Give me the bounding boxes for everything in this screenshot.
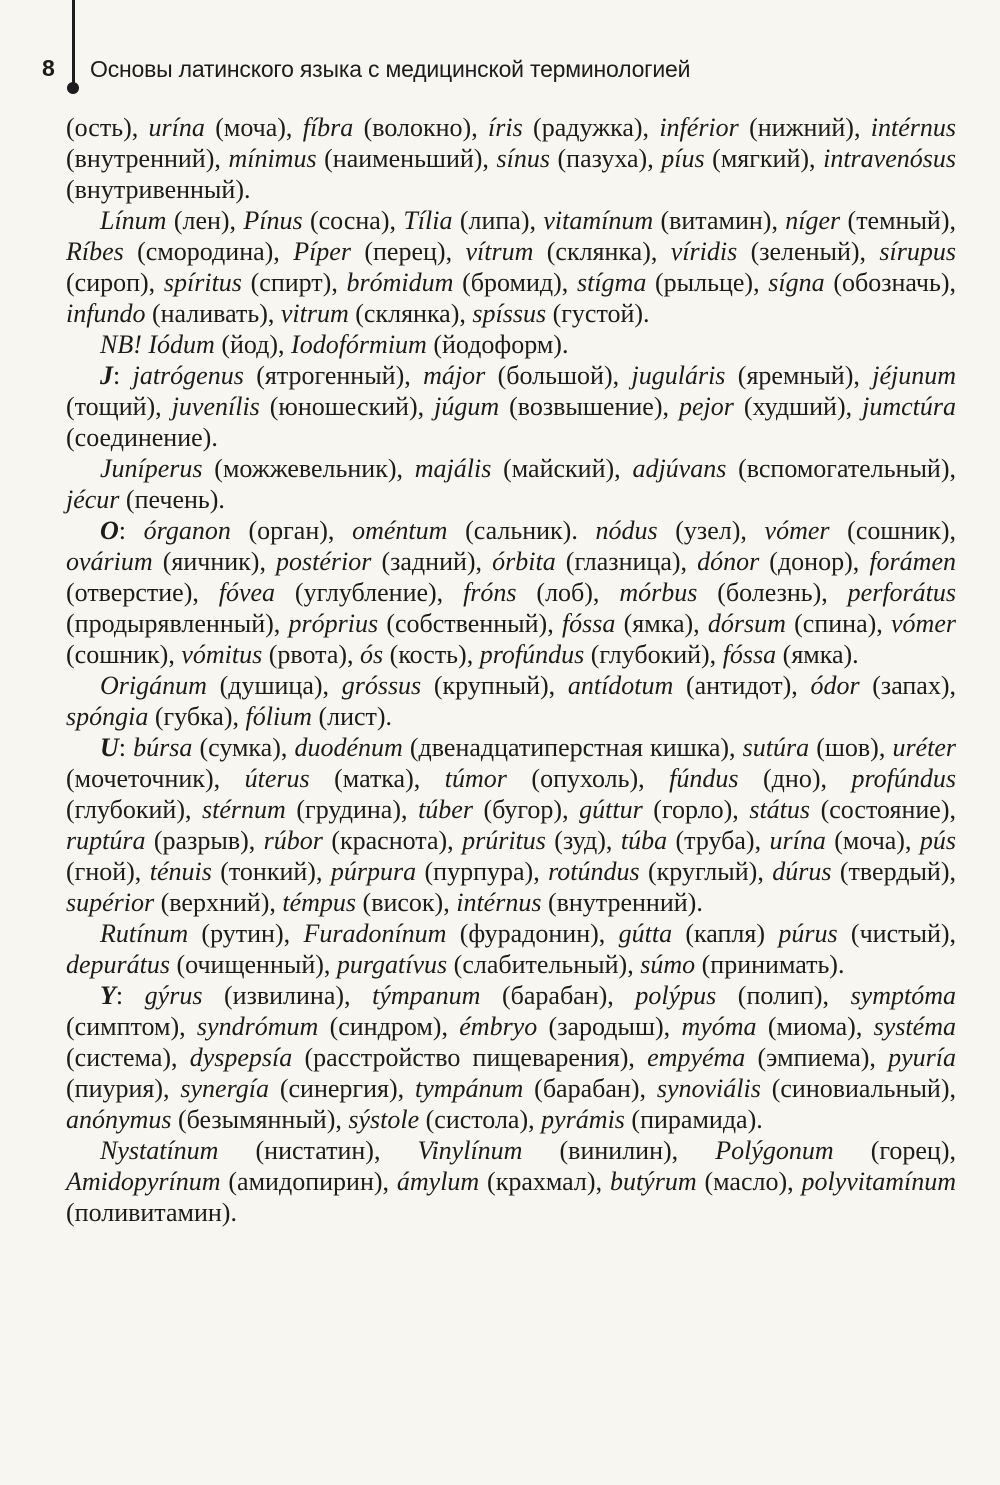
paragraph bbox=[66, 453, 956, 515]
body-text bbox=[66, 112, 956, 1228]
translation-text: (рвота), bbox=[262, 640, 361, 669]
latin-term: ruptúra bbox=[66, 826, 146, 855]
translation-text: (соединение).​ bbox=[66, 423, 218, 452]
translation-text: (эмпиема), bbox=[745, 1043, 889, 1072]
latin-term: súmo bbox=[640, 950, 696, 979]
translation-text: (внутривенный).​ bbox=[66, 175, 251, 204]
translation-text: (систола), bbox=[419, 1105, 542, 1134]
latin-term: spóngia bbox=[66, 702, 149, 731]
latin-term: nódus bbox=[595, 516, 658, 545]
translation-text: (майский), bbox=[491, 454, 633, 483]
translation-text: (вспомогательный), bbox=[726, 454, 957, 483]
translation-text: (краснота), bbox=[322, 826, 463, 855]
latin-term: Amidopyrínum bbox=[66, 1167, 221, 1196]
translation-text: (горец), bbox=[833, 1136, 956, 1165]
translation-text: (амидопирин), bbox=[220, 1167, 397, 1196]
latin-term: gútta bbox=[618, 919, 673, 948]
latin-term: jumctúra bbox=[862, 392, 957, 421]
translation-text: (наливать), bbox=[145, 299, 281, 328]
translation-text: (витамин), bbox=[653, 206, 786, 235]
translation-text: (глубокий), bbox=[584, 640, 723, 669]
latin-term: supérior bbox=[66, 888, 155, 917]
latin-term: antídotum bbox=[567, 671, 674, 700]
latin-term: pyuría bbox=[888, 1043, 956, 1072]
latin-term: intérnus bbox=[456, 888, 542, 917]
translation-text: (сошник), bbox=[66, 640, 182, 669]
translation-text: (безымянный), bbox=[171, 1105, 349, 1134]
translation-text: (узел), bbox=[657, 516, 765, 545]
latin-term: Tília bbox=[403, 206, 453, 235]
latin-term: fóvea bbox=[218, 578, 276, 607]
translation-text: (тощий), bbox=[66, 392, 172, 421]
translation-text: (сумка), bbox=[192, 733, 295, 762]
latin-term: vítrum bbox=[465, 237, 534, 266]
latin-term: púrus bbox=[778, 919, 838, 948]
latin-term: purgatívus bbox=[336, 950, 448, 979]
translation-text: (крупный), bbox=[421, 671, 568, 700]
latin-term: rotúndus bbox=[548, 857, 640, 886]
latin-term: Rutínum bbox=[100, 919, 189, 948]
latin-term: polýpus bbox=[635, 981, 717, 1010]
translation-text: (нижний), bbox=[738, 113, 871, 142]
translation-text: (волокно), bbox=[353, 113, 489, 142]
latin-term: duodénum bbox=[294, 733, 403, 762]
paragraph bbox=[66, 205, 956, 329]
latin-term: gýrus bbox=[144, 981, 203, 1010]
translation-text: (зародыш), bbox=[537, 1012, 682, 1041]
translation-text: (тонкий), bbox=[211, 857, 331, 886]
translation-text: (ость), bbox=[66, 113, 149, 142]
translation-text: (склянка), bbox=[533, 237, 671, 266]
translation-text: (липа), bbox=[452, 206, 544, 235]
translation-text: (пиурия), bbox=[66, 1074, 181, 1103]
translation-text: (пурпура), bbox=[416, 857, 549, 886]
latin-term: túber bbox=[418, 795, 473, 824]
latin-term: túba bbox=[620, 826, 668, 855]
latin-term: rúbor bbox=[263, 826, 323, 855]
latin-term: Vinylínum bbox=[417, 1136, 523, 1165]
latin-term: infundo bbox=[66, 299, 146, 328]
translation-text: (матка), bbox=[309, 764, 445, 793]
translation-text: (синдром), bbox=[318, 1012, 460, 1041]
latin-term: synergía bbox=[180, 1074, 269, 1103]
latin-term: fróns bbox=[463, 578, 517, 607]
translation-text: (продырявленный), bbox=[66, 609, 289, 638]
translation-text: (отверстие), bbox=[66, 578, 219, 607]
translation-text: (наименьший), bbox=[316, 144, 497, 173]
latin-term: íris bbox=[488, 113, 523, 142]
latin-term: myóma bbox=[681, 1012, 757, 1041]
latin-term: tympánum bbox=[414, 1074, 524, 1103]
latin-term: májor bbox=[423, 361, 486, 390]
translation-text: (синовиальный), bbox=[760, 1074, 956, 1103]
latin-term: dónor bbox=[697, 547, 760, 576]
latin-term: sýstole bbox=[348, 1105, 420, 1134]
translation-text: (круглый), bbox=[639, 857, 773, 886]
latin-term: Furadonínum bbox=[303, 919, 447, 948]
latin-term: púrpura bbox=[330, 857, 417, 886]
translation-text: (возвышение), bbox=[499, 392, 679, 421]
latin-term: urína bbox=[769, 826, 826, 855]
translation-text: (мочеточник), bbox=[66, 764, 245, 793]
translation-text: (моча), bbox=[204, 113, 303, 142]
translation-text: (смородина), bbox=[123, 237, 294, 266]
latin-term: jécur bbox=[66, 485, 120, 514]
latin-term: empyéma bbox=[647, 1043, 746, 1072]
translation-text: (пирамида).​ bbox=[624, 1105, 763, 1134]
latin-term: Pínus bbox=[243, 206, 303, 235]
translation-text: (сироп), bbox=[66, 268, 164, 297]
translation-text: (яремный), bbox=[725, 361, 873, 390]
translation-text: (запах), bbox=[859, 671, 957, 700]
latin-term: Nystatínum bbox=[100, 1136, 219, 1165]
translation-text: (перец), bbox=[350, 237, 466, 266]
translation-text: (спирт), bbox=[241, 268, 347, 297]
letter-heading: O bbox=[100, 516, 119, 545]
latin-term: vitrum bbox=[280, 299, 349, 328]
latin-term: vitamínum bbox=[543, 206, 654, 235]
latin-term: spíssus bbox=[472, 299, 547, 328]
latin-term: dyspepsía bbox=[189, 1043, 293, 1072]
translation-text: (нистатин), bbox=[218, 1136, 418, 1165]
translation-text: (гной), bbox=[66, 857, 150, 886]
latin-term: níger bbox=[785, 206, 841, 235]
translation-text: (дно), bbox=[738, 764, 852, 793]
latin-term: syndrómum bbox=[196, 1012, 319, 1041]
latin-term: búrsa bbox=[133, 733, 193, 762]
margin-rule bbox=[72, 0, 75, 88]
translation-text: (зеленый), bbox=[737, 237, 880, 266]
translation-text: (внутренний).​ bbox=[541, 888, 703, 917]
translation-text: (большой), bbox=[485, 361, 632, 390]
latin-term: ténuis bbox=[149, 857, 212, 886]
translation-text: (полип), bbox=[716, 981, 851, 1010]
paragraph bbox=[66, 980, 956, 1135]
translation-text: (яичник), bbox=[152, 547, 277, 576]
translation-text: (бромид), bbox=[453, 268, 577, 297]
translation-text: (слабительный), bbox=[447, 950, 641, 979]
translation-text: (зуд), bbox=[545, 826, 621, 855]
latin-term: órganon bbox=[143, 516, 231, 545]
translation-text: (печень).​ bbox=[119, 485, 225, 514]
translation-text: (ямка).​ bbox=[776, 640, 859, 669]
translation-text: (расстройство пищеварения), bbox=[292, 1043, 648, 1072]
translation-text: (синергия), bbox=[268, 1074, 415, 1103]
latin-term: juvenílis bbox=[171, 392, 260, 421]
latin-term: intravenósus bbox=[823, 144, 956, 173]
paragraph bbox=[66, 918, 956, 980]
latin-term: sutúra bbox=[742, 733, 810, 762]
translation-text: (висок), bbox=[356, 888, 457, 917]
latin-term: dúrus bbox=[772, 857, 832, 886]
latin-term: adjúvans bbox=[632, 454, 727, 483]
translation-text: (донор), bbox=[759, 547, 870, 576]
latin-term: profúndus bbox=[479, 640, 585, 669]
latin-term: oméntum bbox=[352, 516, 448, 545]
latin-term: dórsum bbox=[707, 609, 786, 638]
latin-term: mínimus bbox=[228, 144, 317, 173]
latin-term: ós bbox=[360, 640, 384, 669]
translation-text: : bbox=[118, 733, 134, 762]
translation-text: (твердый), bbox=[831, 857, 956, 886]
translation-text: (чистый), bbox=[837, 919, 957, 948]
translation-text: (глазница), bbox=[555, 547, 698, 576]
latin-term: mórbus bbox=[619, 578, 698, 607]
latin-term: píus bbox=[661, 144, 705, 173]
translation-text: (можжевельник), bbox=[202, 454, 415, 483]
latin-term: túmor bbox=[444, 764, 507, 793]
latin-term: vómer bbox=[891, 609, 956, 638]
latin-term: butýrum bbox=[609, 1167, 697, 1196]
latin-term: próprius bbox=[288, 609, 379, 638]
translation-text: : bbox=[118, 516, 144, 545]
translation-text: (темный), bbox=[840, 206, 956, 235]
latin-term: órbita bbox=[492, 547, 556, 576]
paragraph bbox=[66, 360, 956, 453]
paragraph bbox=[66, 1135, 956, 1228]
translation-text: (густой).​ bbox=[546, 299, 650, 328]
latin-term: brómidum bbox=[346, 268, 454, 297]
latin-term: perforátus bbox=[847, 578, 956, 607]
translation-text: (душица), bbox=[206, 671, 342, 700]
latin-term: stígma bbox=[576, 268, 647, 297]
latin-term: intérnus bbox=[870, 113, 956, 142]
latin-term: stérnum bbox=[202, 795, 286, 824]
translation-text: (лоб), bbox=[516, 578, 620, 607]
latin-term: Píper bbox=[293, 237, 351, 266]
latin-term: sígna bbox=[768, 268, 825, 297]
translation-text: (барабан), bbox=[523, 1074, 657, 1103]
paragraph bbox=[66, 515, 956, 670]
latin-term: Ríbes bbox=[66, 237, 124, 266]
translation-text: (грудина), bbox=[285, 795, 419, 824]
translation-text: (миома), bbox=[756, 1012, 874, 1041]
translation-text: (верхний), bbox=[154, 888, 283, 917]
translation-text: (лен), bbox=[166, 206, 244, 235]
latin-term: émbryo bbox=[459, 1012, 538, 1041]
latin-term: gróssus bbox=[341, 671, 422, 700]
translation-text: (внутренний), bbox=[66, 144, 229, 173]
latin-term: prúritus bbox=[462, 826, 546, 855]
latin-term: Juníperus bbox=[100, 454, 203, 483]
latin-term: víridis bbox=[670, 237, 738, 266]
translation-text: (бугор), bbox=[472, 795, 580, 824]
latin-term: majális bbox=[414, 454, 492, 483]
latin-term: symptóma bbox=[850, 981, 956, 1010]
latin-term: uréter bbox=[892, 733, 956, 762]
translation-text: (моча), bbox=[825, 826, 920, 855]
translation-text: (глубокий), bbox=[66, 795, 203, 824]
translation-text: (поливитамин).​ bbox=[66, 1198, 237, 1227]
translation-text: (йодоформ).​ bbox=[426, 330, 569, 359]
latin-term: Línum bbox=[100, 206, 167, 235]
translation-text: (симптом), bbox=[66, 1012, 197, 1041]
latin-term: Polýgonum bbox=[715, 1136, 834, 1165]
translation-text: (двенадцатиперстная кишка), bbox=[402, 733, 743, 762]
latin-term: sírupus bbox=[879, 237, 956, 266]
translation-text: (орган), bbox=[230, 516, 353, 545]
translation-text: (худший), bbox=[733, 392, 863, 421]
latin-term: ámylum bbox=[396, 1167, 480, 1196]
latin-term: ovárium bbox=[66, 547, 153, 576]
latin-term: fíbra bbox=[302, 113, 354, 142]
latin-term: systéma bbox=[873, 1012, 956, 1041]
translation-text: (крахмал), bbox=[479, 1167, 610, 1196]
paragraph bbox=[66, 329, 956, 360]
latin-term: státus bbox=[749, 795, 811, 824]
latin-term: pús bbox=[919, 826, 957, 855]
translation-text: (антидот), bbox=[673, 671, 811, 700]
translation-text: (губка), bbox=[148, 702, 246, 731]
letter-heading: J bbox=[100, 361, 113, 390]
translation-text: (рутин), bbox=[188, 919, 304, 948]
translation-text: (винилин), bbox=[522, 1136, 716, 1165]
translation-text: (капля) bbox=[672, 919, 779, 948]
translation-text: (принимать).​ bbox=[695, 950, 845, 979]
translation-text: (углубление), bbox=[275, 578, 464, 607]
translation-text: (рыльце), bbox=[646, 268, 769, 297]
translation-text: (разрыв), bbox=[145, 826, 264, 855]
latin-term: spíritus bbox=[163, 268, 242, 297]
latin-term: profúndus bbox=[851, 764, 956, 793]
latin-term: úterus bbox=[244, 764, 310, 793]
translation-text: (собственный), bbox=[378, 609, 562, 638]
latin-term: fólium bbox=[245, 702, 312, 731]
latin-term: jatrógenus bbox=[132, 361, 244, 390]
latin-term: depurátus bbox=[66, 950, 170, 979]
latin-term: gúttur bbox=[579, 795, 643, 824]
latin-term: polyvitamínum bbox=[801, 1167, 957, 1196]
translation-text: (ятрогенный), bbox=[243, 361, 424, 390]
latin-term: pyrámis bbox=[541, 1105, 625, 1134]
latin-term: urína bbox=[148, 113, 205, 142]
latin-term: pejor bbox=[678, 392, 734, 421]
latin-term: fóssa bbox=[561, 609, 616, 638]
latin-term: sínus bbox=[496, 144, 550, 173]
latin-term: forámen bbox=[869, 547, 956, 576]
latin-term: postérior bbox=[276, 547, 372, 576]
latin-term: inférior bbox=[659, 113, 739, 142]
translation-text: (извилина), bbox=[202, 981, 373, 1010]
translation-text: (лист).​ bbox=[311, 702, 393, 731]
translation-text: (ямка), bbox=[615, 609, 708, 638]
translation-text: (юношеский), bbox=[259, 392, 435, 421]
translation-text: (болезнь), bbox=[697, 578, 848, 607]
latin-term: Origánum bbox=[100, 671, 207, 700]
latin-term: fóssa bbox=[722, 640, 777, 669]
latin-term: anónymus bbox=[66, 1105, 172, 1134]
latin-term: juguláris bbox=[631, 361, 726, 390]
running-head: Основы латинского языка с медицинской терминологией bbox=[90, 56, 691, 82]
latin-term: fúndus bbox=[669, 764, 739, 793]
latin-term: vómitus bbox=[181, 640, 263, 669]
page-number: 8 bbox=[42, 55, 55, 81]
latin-term: Iodofórmium bbox=[291, 330, 427, 359]
letter-heading: Y bbox=[100, 981, 116, 1010]
letter-heading: U bbox=[100, 733, 119, 762]
translation-text: (сошник), bbox=[829, 516, 957, 545]
translation-text: (задний), bbox=[371, 547, 493, 576]
latin-term: vómer bbox=[764, 516, 830, 545]
latin-term: týmpanum bbox=[372, 981, 481, 1010]
translation-text: (кость), bbox=[383, 640, 480, 669]
latin-term: jéjunum bbox=[872, 361, 957, 390]
translation-text: (система), bbox=[66, 1043, 190, 1072]
translation-text: (обозначь), bbox=[824, 268, 956, 297]
translation-text: (горло), bbox=[642, 795, 750, 824]
latin-term: júgum bbox=[434, 392, 500, 421]
translation-text: (опухоль), bbox=[506, 764, 670, 793]
translation-text: (фурадонин), bbox=[446, 919, 619, 948]
paragraph bbox=[66, 112, 956, 205]
translation-text: (шов), bbox=[809, 733, 893, 762]
translation-text: (йод), bbox=[214, 330, 292, 359]
translation-text: (масло), bbox=[696, 1167, 802, 1196]
latin-term: synoviális bbox=[656, 1074, 761, 1103]
translation-text: (очищенный), bbox=[170, 950, 337, 979]
translation-text: (труба), bbox=[667, 826, 770, 855]
translation-text: : bbox=[113, 361, 133, 390]
translation-text: (сальник). bbox=[447, 516, 596, 545]
translation-text: (радужка), bbox=[522, 113, 660, 142]
translation-text: (спина), bbox=[785, 609, 892, 638]
paragraph bbox=[66, 670, 956, 732]
latin-term: NB! Iódum bbox=[100, 330, 215, 359]
translation-text: (барабан), bbox=[480, 981, 636, 1010]
paragraph bbox=[66, 732, 956, 918]
translation-text: (мягкий), bbox=[704, 144, 824, 173]
translation-text: (состояние), bbox=[810, 795, 956, 824]
translation-text: (сосна), bbox=[302, 206, 404, 235]
translation-text: (склянка), bbox=[348, 299, 473, 328]
latin-term: témpus bbox=[282, 888, 357, 917]
latin-term: ódor bbox=[810, 671, 860, 700]
translation-text: : bbox=[115, 981, 145, 1010]
margin-dot bbox=[67, 82, 79, 94]
translation-text: (пазуха), bbox=[549, 144, 662, 173]
